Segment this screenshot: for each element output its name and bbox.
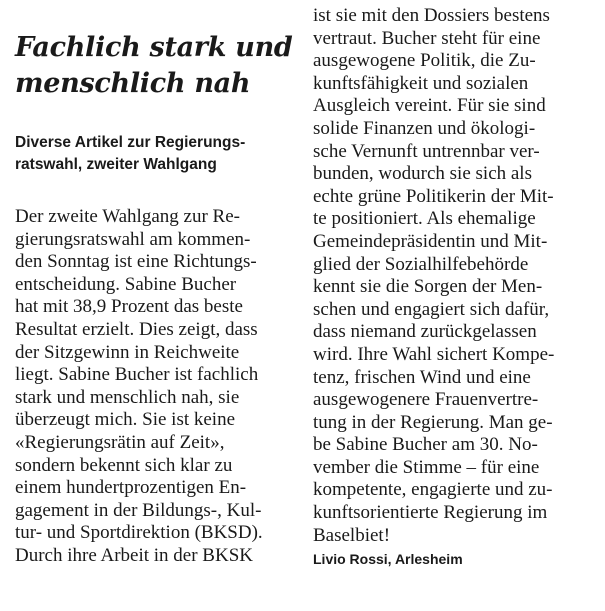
text-line: te positioniert. Als ehemalige <box>313 208 536 230</box>
text-line: «Regierungsrätin auf Zeit», <box>15 431 225 453</box>
text-line: hat mit 38,9 Prozent das beste <box>15 296 243 318</box>
text-line: be Sabine Bucher am 30. No- <box>313 434 538 456</box>
text-line: einem hundertprozentigen En- <box>15 477 247 499</box>
text-line: vertraut. Bucher steht für eine <box>313 27 541 49</box>
text-line: tung in der Regierung. Man ge- <box>313 411 553 433</box>
text-line: kunftsorientierte Regierung im <box>313 502 548 524</box>
left-column <box>15 30 297 568</box>
text-line: den Sonntag ist eine Richtungs- <box>15 251 257 273</box>
text-line: dass niemand zurückgelassen <box>313 321 537 343</box>
text-line: ist sie mit den Dossiers bestens <box>313 5 550 26</box>
text-line: der Sitzgewinn in Reichweite <box>15 341 240 363</box>
author-byline: Livio Rossi, Arlesheim <box>313 551 463 568</box>
text-line: vember die Stimme – für eine <box>313 456 540 478</box>
text-line: sondern bekennt sich klar zu <box>15 454 233 476</box>
text-line: Durch ihre Arbeit in der BKSK <box>15 544 253 566</box>
text-line: bunden, wodurch sie sich als <box>313 163 532 185</box>
text-line: tenz, frischen Wind und eine <box>313 366 531 388</box>
text-line: stark und menschlich nah, sie <box>15 386 240 408</box>
text-line: Ausgleich vereint. Für sie sind <box>313 95 546 117</box>
text-line: sche Vernunft untrennbar ver- <box>313 140 540 162</box>
body-text-left <box>15 206 297 568</box>
text-line: ausgewogene Politik, die Zu- <box>313 50 536 72</box>
text-line: tur- und Sportdirektion (BKSD). <box>15 522 263 544</box>
text-line: gagement in der Bildungs-, Kul- <box>15 499 262 521</box>
text-line: Baselbiet! <box>313 524 391 546</box>
text-line: Resultat erzielt. Dies zeigt, dass <box>15 318 258 340</box>
body-text-right <box>313 5 598 547</box>
subheadline-line: ratswahl, zweiter Wahlgang <box>15 156 217 173</box>
subheadline-line: Diverse Artikel zur Regierungs- <box>15 134 246 151</box>
text-line: kompetente, engagierte und zu- <box>313 479 553 501</box>
text-line: Der zweite Wahlgang zur Re- <box>15 206 240 227</box>
text-line: schen und engagiert sich dafür, <box>313 298 550 320</box>
text-line: solide Finanzen und ökologi- <box>313 117 536 139</box>
text-line: kennt sie die Sorgen der Men- <box>313 276 543 298</box>
headline-line: menschlich nah <box>15 68 251 99</box>
text-line: überzeugt mich. Sie ist keine <box>15 409 236 431</box>
text-line: entscheidung. Sabine Bucher <box>15 273 237 295</box>
text-line: echte grüne Politikerin der Mit- <box>313 185 554 207</box>
text-line: gierungsratswahl am kommen- <box>15 228 251 250</box>
headline <box>15 30 297 102</box>
subheadline <box>15 132 297 176</box>
right-column <box>313 5 598 570</box>
text-line: glied der Sozialhilfebehörde <box>313 253 529 275</box>
text-line: ausgewogenere Frauenvertre- <box>313 389 539 411</box>
text-line: Gemeindepräsidentin und Mit- <box>313 230 548 252</box>
text-line: liegt. Sabine Bucher ist fachlich <box>15 364 259 386</box>
text-line: wird. Ihre Wahl sichert Kompe- <box>313 343 555 365</box>
headline-line: Fachlich stark und <box>15 32 293 63</box>
text-line: kunftsfähigkeit und sozialen <box>313 72 529 94</box>
